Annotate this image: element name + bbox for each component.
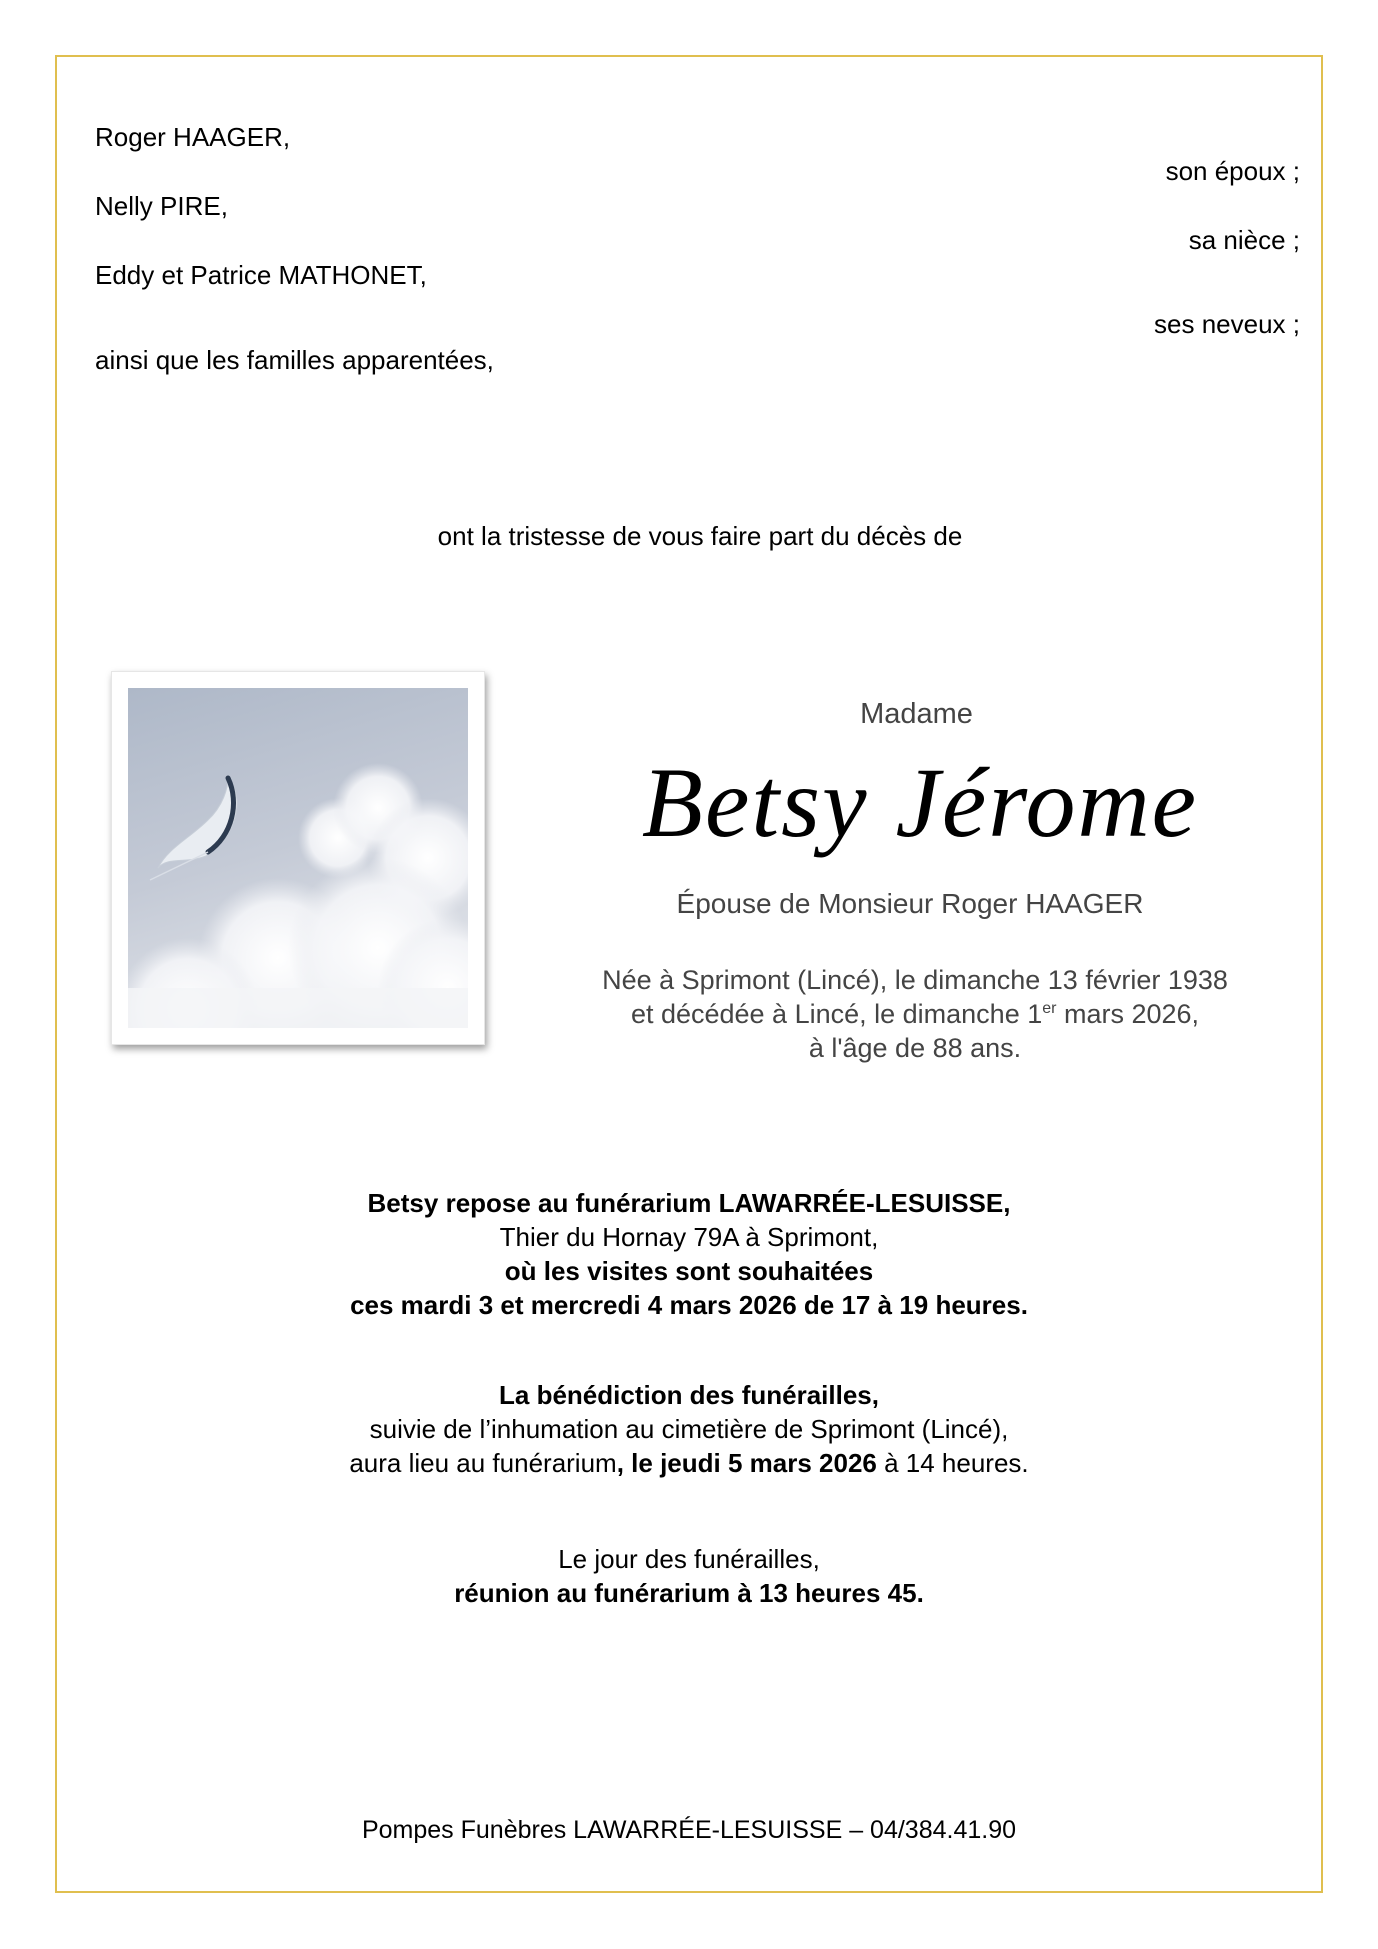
ceremony-day: , le jeudi 5 mars 2026: [616, 1448, 877, 1478]
families-line: ainsi que les familles apparentées,: [95, 345, 494, 375]
ceremony-burial: suivie de l’inhumation au cimetière de Sprimont (Lincé),: [369, 1414, 1009, 1444]
family-member-name: Roger HAAGER,: [95, 122, 291, 152]
funeral-home-footer: Pompes Funèbres LAWARRÉE-LESUISSE – 04/384.41.90: [361, 1816, 1017, 1844]
deceased-spouse: Épouse de Monsieur Roger HAAGER: [676, 888, 1144, 919]
death-info: [560, 998, 1270, 1031]
family-member-relation: son époux ;: [1165, 156, 1300, 186]
deceased-title: Madame: [860, 698, 973, 730]
gathering-time: réunion au funérarium à 13 heures 45.: [454, 1578, 924, 1608]
gathering-intro: Le jour des funérailles,: [558, 1544, 820, 1574]
ceremony-heading: La bénédiction des funérailles,: [499, 1380, 879, 1410]
ordinal-suffix: er: [1042, 1000, 1057, 1017]
deceased-name: Betsy Jérome: [641, 747, 1199, 858]
birth-info: Née à Sprimont (Lincé), le dimanche 13 février 1938: [602, 965, 1228, 995]
family-member-relation: sa nièce ;: [1188, 225, 1300, 255]
family-member-name: Nelly PIRE,: [95, 191, 228, 221]
visitation-dates: ces mardi 3 et mercredi 4 mars 2026 de 17 à 19 heures.: [350, 1290, 1028, 1320]
visitation-note: où les visites sont souhaitées: [504, 1256, 874, 1286]
family-member-relation: ses neveux ;: [1154, 309, 1300, 339]
death-info-text: et décédée à Lincé, le dimanche 1: [630, 999, 1043, 1029]
feather-in-sky-image: [128, 688, 468, 1028]
age-info: à l'âge de 88 ans.: [808, 1033, 1022, 1063]
ceremony-time: à 14 heures.: [876, 1448, 1029, 1478]
family-member-name: Eddy et Patrice MATHONET,: [95, 260, 427, 290]
ceremony-place: aura lieu au funérarium: [349, 1448, 617, 1478]
memorial-photo: [111, 671, 485, 1045]
announcement-text: ont la tristesse de vous faire part du décès de: [437, 521, 963, 551]
visitation-address: Thier du Hornay 79A à Sprimont,: [499, 1222, 879, 1252]
visitation-heading: Betsy repose au funérarium LAWARRÉE-LESUISSE,: [367, 1188, 1011, 1218]
death-info-date: mars 2026,: [1056, 999, 1200, 1029]
ceremony-date: [0, 1447, 1378, 1479]
